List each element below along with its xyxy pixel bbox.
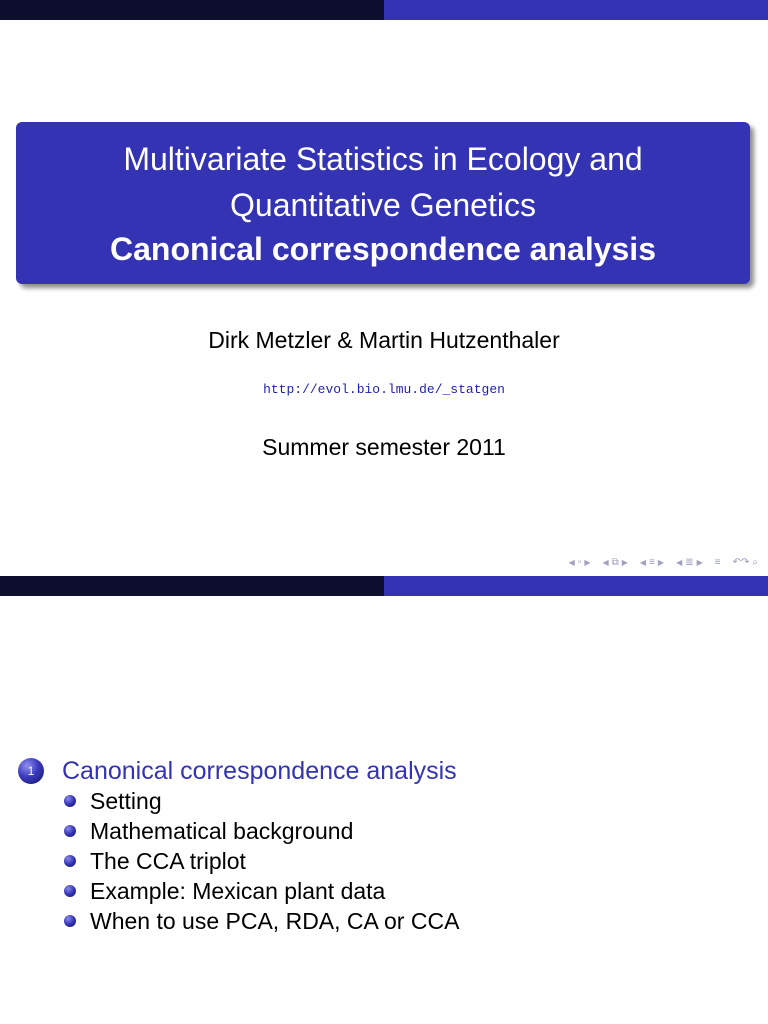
outline-slide — [0, 576, 768, 1024]
course-url-link[interactable]: http://evol.bio.lmu.de/_statgen — [263, 382, 505, 397]
header-bar-left — [0, 576, 384, 596]
authors: Dirk Metzler & Martin Hutzenthaler — [208, 327, 560, 353]
nav-prev-subsection-arrow-icon[interactable]: ◀ — [639, 558, 647, 567]
nav-next-frame-arrow-icon[interactable]: ▶ — [621, 558, 628, 567]
header-bar-left — [0, 0, 384, 20]
section-icon[interactable]: ≣ — [685, 557, 694, 568]
title-line-2: Quantitative Genetics — [230, 187, 536, 223]
list-item[interactable] — [64, 786, 459, 816]
list-item[interactable] — [64, 876, 459, 906]
nav-next-section-arrow-icon[interactable]: ▶ — [696, 558, 703, 567]
subsection-label: Mathematical background — [90, 818, 354, 844]
toc-section-1[interactable] — [18, 756, 457, 786]
frame-stack-icon[interactable]: ⧉ — [611, 557, 619, 568]
nav-prev-arrow-icon[interactable]: ◀ — [568, 558, 575, 567]
top-header-bar — [0, 576, 768, 596]
nav-next-arrow-icon[interactable]: ▶ — [584, 558, 591, 567]
back-forward-icon[interactable]: ↶↷ — [732, 557, 750, 568]
subsection-list — [64, 786, 459, 936]
subsection-label: Setting — [90, 788, 162, 814]
bullet-icon — [64, 885, 76, 897]
list-item[interactable] — [64, 816, 459, 846]
subsection-label: Example: Mexican plant data — [90, 878, 386, 904]
section-number-badge: 1 — [18, 758, 44, 784]
top-header-bar — [0, 0, 768, 20]
nav-prev-frame-arrow-icon[interactable]: ◀ — [602, 558, 609, 567]
bullet-icon — [64, 855, 76, 867]
subsection-label: When to use PCA, RDA, CA or CCA — [90, 908, 460, 934]
header-bar-right — [384, 0, 768, 20]
align-icon[interactable]: ≡ — [714, 557, 721, 568]
subsection-label: The CCA triplot — [90, 848, 246, 874]
bullet-icon — [64, 915, 76, 927]
title-line-1: Multivariate Statistics in Ecology and — [123, 141, 643, 177]
search-icon[interactable]: ⌕ — [752, 557, 758, 568]
section-title: Canonical correspondence analysis — [62, 757, 457, 785]
bullet-icon — [64, 825, 76, 837]
nav-prev-section-arrow-icon[interactable]: ◀ — [676, 558, 683, 567]
navigation-controls — [569, 553, 758, 573]
list-item[interactable] — [64, 846, 459, 876]
frame-icon[interactable]: ▫ — [577, 557, 582, 568]
subtitle: Canonical correspondence analysis — [110, 231, 656, 267]
list-item[interactable] — [64, 906, 459, 936]
header-bar-right — [384, 576, 768, 596]
bullet-icon — [64, 795, 76, 807]
subsection-icon[interactable]: ≡ — [649, 557, 655, 568]
title-box — [16, 122, 750, 284]
nav-next-subsection-arrow-icon[interactable]: ▶ — [657, 558, 665, 567]
date: Summer semester 2011 — [262, 434, 506, 460]
